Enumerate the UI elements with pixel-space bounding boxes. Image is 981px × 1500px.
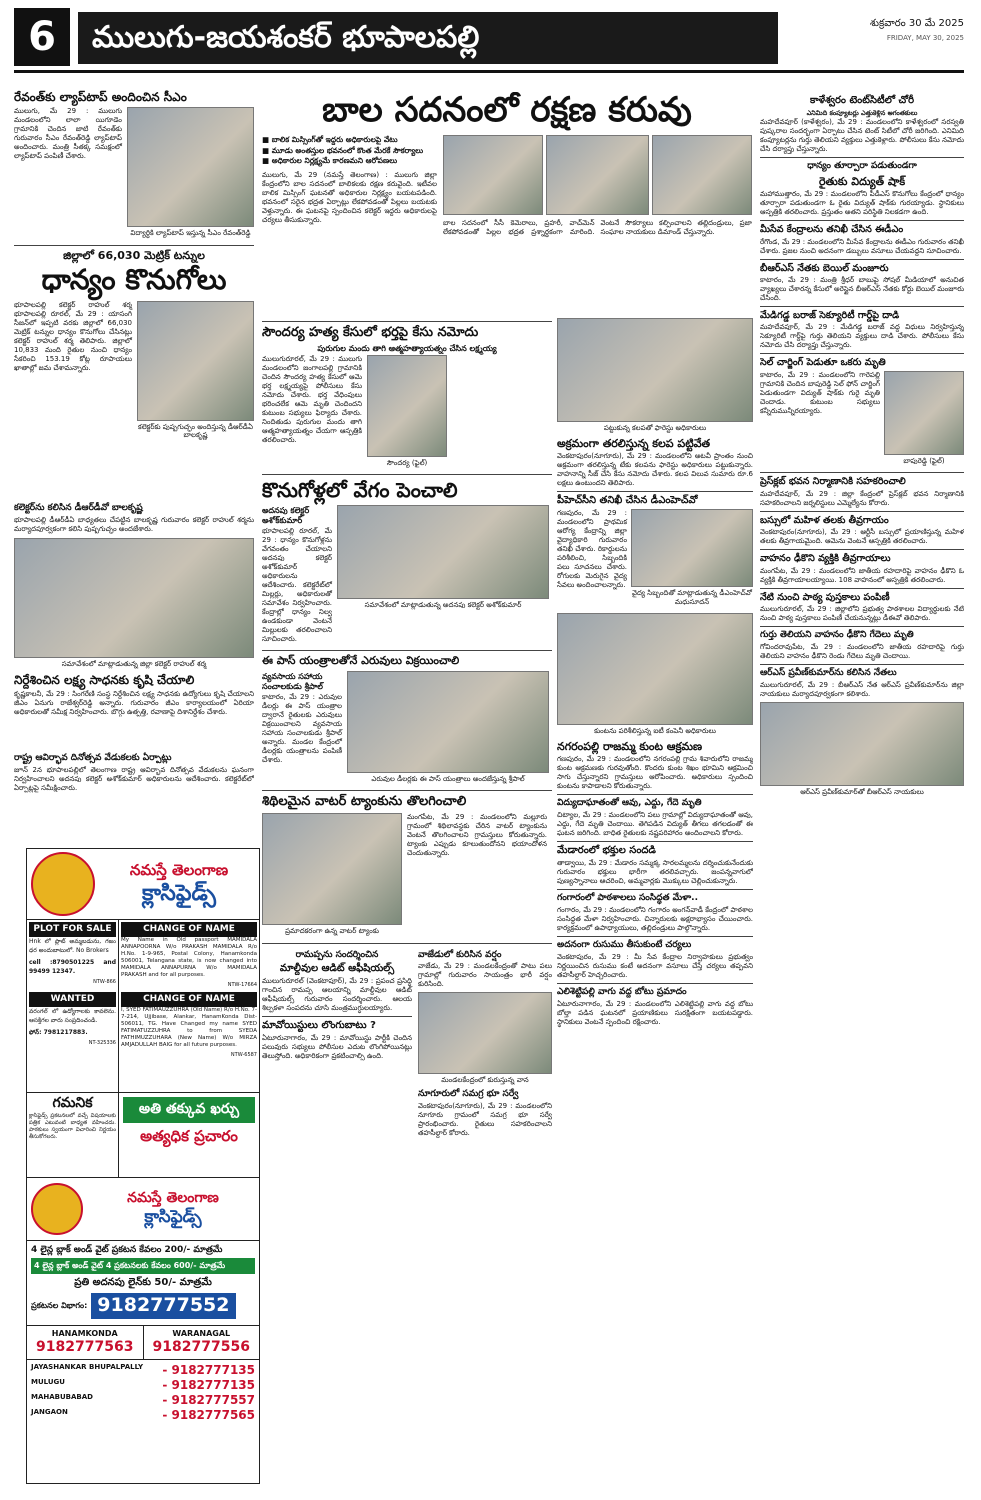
- ad-text: Hnk లో ప్లాట్ అమ్మబడును, గజం ధర అందుబాటులో. No Brokers: [29, 938, 116, 955]
- branch-phone: - 9182777135: [162, 1363, 255, 1377]
- headline: మేడిగడ్డ బరాజ్ సెక్యూరిటీ గార్డ్‌పై దాడి: [760, 309, 900, 321]
- brand-sub: క్లాసిఫైడ్స్: [142, 880, 216, 906]
- headline: అదనంగా రుసుము తీసుకుంటే చర్యలు: [557, 939, 692, 950]
- meeting-photo: [337, 505, 549, 599]
- collector-photo: [137, 301, 254, 421]
- ad-phone: ఫోన్: 7981217883.: [29, 1028, 88, 1036]
- headline: బస్సులో మహిళ తలకు తీవ్రగాయం: [760, 514, 889, 526]
- article-body: ములుగురూరల్, మే 29 : జిల్లాలోని ప్రభుత్వ పాఠశాలల విద్యార్థులకు నేటి నుంచి పాఠ్య పుస్తకాలు పంపిణీ చేయనున్నట్లు డీఈవో తెలిపారు.: [760, 604, 964, 622]
- divider: [760, 664, 964, 665]
- ad-id: NTW-17664: [227, 982, 257, 989]
- headline: ఎలిశెట్టిపల్లి వాగు వద్ద బోటు ప్రమాదం: [557, 986, 687, 997]
- room-photo: [546, 135, 650, 215]
- article-body: కృష్ణకాలనీ, మే 29 : సింగరేణి సంస్థ నిర్దేశించిన లక్ష్య సాధనకు ఉద్యోగులు కృషి చేయాలని జీఎం ఏనుగు రాజేశ్వర్‌రెడ్డి అన్నారు. గురువారం జీఎం కార్యాలయంలో ఏరియా అధికారులతో సమీక్ష నిర్వహించారు. బొగ్గు ఉత్పత్తి, రవాణాపై దిశానిర్దేశం చేశారు.: [14, 689, 254, 716]
- headline-b: మాల్దీవుల ఆడిట్ ఆఫీషియల్స్: [279, 963, 395, 975]
- article-body: వెంకటాపురం(నూగూరు), మే 29 : మండలంలోని నూగూరు గ్రామంలో సమగ్ర భూ సర్వే ప్రారంభించారు. రైతులు సహకరించాలని తహసీల్దార్ కోరారు.: [418, 1101, 552, 1137]
- photo-caption: మండలకేంద్రంలో కురుస్తున్న వాన: [441, 1076, 529, 1085]
- office-name: HANAMKONDA: [51, 1328, 118, 1338]
- divider: [760, 157, 964, 158]
- divider: [760, 259, 964, 260]
- headline: శిథిలమైన వాటర్ ట్యాంకును తొలగించాలి: [262, 794, 467, 810]
- headline: మావోయిస్టులు లొంగుబాటు ?: [262, 1020, 376, 1032]
- divider: [760, 549, 964, 550]
- headline: విద్యుదాఘాతంతో ఆవు, ఎద్దు, గేదె మృతి: [557, 798, 702, 809]
- headline-a: రామప్పను సందర్శించిన: [295, 949, 379, 960]
- column-left-top: [14, 88, 254, 500]
- subheadline: పురుగుల మందు తాగి ఆత్మహత్యాయత్నం చేసిన లక్ష్మయ్య: [317, 343, 497, 353]
- epass-photo: [347, 671, 549, 773]
- headline: ఈ పాస్ యంత్రాలతోనే ఎరువులు విక్రయించాలి: [262, 654, 460, 668]
- article-body: వెంకటాపురం(నూగూరు), మే 29 : మండలంలోని అటవీ ప్రాంతం నుంచి అక్రమంగా తరలిస్తున్న టేకు కలపను ఫారెస్టు అధికారులు పట్టుకున్నారు. వాహనాన్ని సీజ్ చేసి కేసు నమోదు చేశారు. కలప విలువ సుమారు రూ.6 లక్షలు ఉంటుందని తెలిపారు.: [557, 451, 753, 487]
- divider: [760, 220, 964, 221]
- subheadline: అదనపు కలెక్టర్ అశోక్‌కుమార్: [262, 506, 310, 526]
- branch-row: [31, 1408, 255, 1423]
- ad-id: NT-325336: [88, 1039, 116, 1046]
- headline-a: ధాన్యం తూర్పారా పడుతుండగా: [807, 161, 917, 172]
- page-title: ములుగు-జయశంకర్ భూపాలపల్లి: [78, 12, 778, 64]
- headline: మీసేవ కేంద్రాలను తనిఖీ చేసిన ఈడీఎం: [760, 224, 904, 236]
- branch-name: JANGAON: [31, 1408, 68, 1416]
- headline: మేడారంలో భక్తుల సందడి: [557, 845, 656, 857]
- building-photo: [652, 135, 752, 215]
- headline: వాజేడులో కురిసిన వర్షం: [418, 949, 502, 960]
- article-body: మంగపేట, మే 29 : మండలంలోని జాతీయ రహదారిపై వాహనం ఢీకొని ఓ వ్యక్తికి తీవ్రగాయాలయ్యాయి. 108 వాహనంలో ఆస్పత్రికి తరలించారు.: [760, 566, 964, 584]
- column-left-lower: [14, 750, 254, 835]
- article-body: ములుగురూరల్ (వెంకటాపూర్), మే 29 : ప్రపంచ ప్రసిద్ధి గాంచిన రామప్ప ఆలయాన్ని మాల్దీవుల ఆడిట్ ఆఫీషియల్స్ గురువారం సందర్శించారు. ఆలయ శిల్పకళా సంపదను చూసి మంత్రముగ్ధులయ్యారు.: [262, 977, 412, 1013]
- photo-caption: బాపురెడ్డి (ఫైల్): [903, 456, 945, 465]
- timber-seizure-photo: [557, 318, 753, 422]
- bullet-point: ■ మూడు అంతస్తుల భవనంలో కొంత మేరకే సౌకర్యాలు: [262, 146, 437, 157]
- brand-name: నమస్తే తెలంగాణ: [127, 1189, 219, 1206]
- article-body: ములుగురూరల్, మే 29 : ములుగు మండలంలోని జంగాలపల్లి గ్రామానికి చెందిన సౌందర్య హత్య కేసులో ఆమె భర్త లక్ష్మయ్యపై పోలీసులు కేసు నమోదు చేశారు. భర్త వేధింపులు భరించలేక ఆమె మృతి చెందిందని కుటుంబ సభ్యులు ఫిర్యాదు చేశారు. నిందితుడు పురుగుల మందు తాగి ఆత్మహత్యాయత్నం చేయగా ఆస్పత్రికి తరలించారు.: [262, 354, 362, 444]
- column-left-mid: [14, 500, 254, 750]
- headline: ప్రెస్‌క్లబ్ భవన నిర్మాణానికి సహకరించాలి: [760, 476, 906, 488]
- branch-phone: - 9182777135: [162, 1378, 255, 1392]
- headline-b: రైతుకు విద్యుత్ షాక్: [818, 174, 906, 188]
- promo-line-1: అతి తక్కువ ఖర్చు: [123, 1097, 255, 1123]
- main-headline: బాల సదనంలో రక్షణ కరువు: [322, 92, 692, 130]
- headline: కొనుగోళ్లలో వేగం పెంచాలి: [262, 478, 458, 503]
- divider: [262, 943, 552, 944]
- article-body: ములుగు, మే 29 (నమస్తే తెలంగాణ) : ములుగు జిల్లా కేంద్రంలోని బాల సదనంలో బాలికలకు రక్షణ కరువైంది. ఇటీవల బాలిక మిస్సింగ్ ఘటనతో అధికారుల నిర్లక్ష్యం బయటపడింది. భవనంలో సరైన భద్రత ఏర్పాట్లు లేకపోవడంతో పిల్లలు బయటకు వెళ్తున్నారు. ఈ ఘటనపై స్పందించిన కలెక్టర్ ఇద్దరు అధికారులపై చర్యలు తీసుకున్నారు.: [262, 170, 437, 224]
- article-body: మహదేవపూర్, మే 29 : మేడిగడ్డ బరాజ్ వద్ద విధులు నిర్వహిస్తున్న సెక్యూరిటీ గార్డ్‌పై గుర్తు తెలియని వ్యక్తులు దాడి చేశారు. పోలీసులు కేసు నమోదు చేసి దర్యాప్తు చేస్తున్నారు.: [760, 323, 964, 350]
- photo-caption: ఆర్‌ఎస్ ప్రవీణ్‌కుమార్‌తో బీఆర్‌ఎస్ నాయకులు: [800, 787, 924, 796]
- rate-line-1: 4 లైన్ల బ్లాక్ అండ్ వైట్ ప్రకటన కేవలం 200/- మాత్రమే: [31, 1245, 223, 1255]
- article-body: వెంకటాపురం, మే 29 : మీ సేవ కేంద్రాల నిర్వాహకులు ప్రభుత్వం నిర్ణయించిన రుసుము కంటే అదనంగా వసూలు చేస్తే చర్యలు తప్పవని తహసీల్దార్ హెచ్చరించారు.: [557, 952, 753, 979]
- headline: పీహెచ్‌సీని తనిఖీ చేసిన డీఎంహెచ్‌వో: [557, 494, 698, 506]
- divider: [760, 588, 964, 589]
- subheadline: ఎనిమిది కంప్యూటర్లు ఎత్తుకెళ్లిన అగంతకులు: [806, 109, 918, 117]
- headline: రేవంత్‌కు ల్యాప్‌టాప్ అందించిన సీఎం: [14, 90, 187, 104]
- article-body: రేగొండ, మే 29 : మండలంలోని మీసేవ కేంద్రాలను ఈడీఎం గురువారం తనిఖీ చేశారు. ప్రజల నుంచి అదనంగా డబ్బులు వసూలు చేయవద్దని సూచించారు.: [760, 237, 964, 255]
- divider: [262, 321, 552, 322]
- article-body: ఏటూరునాగారం, మే 29 : మావోయిస్టు పార్టీకి చెందిన పలువురు సభ్యులు పోలీసుల ఎదుట లొంగిపోయినట్లు తెలుస్తోంది. అధికారికంగా ప్రకటించాల్సి ఉంది.: [262, 1034, 412, 1061]
- office-phone: 9182777556: [152, 1338, 250, 1355]
- column-right: [760, 92, 964, 1488]
- article-body: తాడ్వాయి, మే 29 : మేడారం సమ్మక్క సారలమ్మలను దర్శించుకునేందుకు గురువారం భక్తులు భారీగా తరలివచ్చారు. జంపన్నవాగులో పుణ్యస్నానాలు ఆచరించి, అమ్మవార్లకు మొక్కులు చెల్లించుకున్నారు.: [557, 859, 753, 886]
- ad-id: NTW-6587: [230, 1051, 257, 1058]
- date-telugu: శుక్రవారం 30 మే 2025: [870, 18, 964, 29]
- ad-title: WANTED: [29, 992, 116, 1007]
- divider: [14, 245, 254, 246]
- contact-label: ప్రకటనల విభాగం:: [31, 1300, 88, 1310]
- divider: [557, 491, 753, 492]
- article-body: గోవిందరావుపేట, మే 29 : మండలంలోని జాతీయ రహదారిపై గుర్తు తెలియని వాహనం ఢీకొని రెండు గేదెలు మృతి చెందాయి.: [760, 642, 964, 660]
- subheadline: వ్యవసాయ సహాయ సంచాలకుడు శ్రీపాల్: [262, 671, 323, 691]
- photo-caption: కలెక్టర్‌కు పుష్పగుచ్ఛం అందిస్తున్న డీఆర్‌డీఏ బాలకృష్ణ: [138, 422, 253, 440]
- photo-caption: పట్టుకున్న కలపతో ఫారెస్టు అధికారులు: [603, 424, 707, 432]
- headline: ఆర్‌ఎస్ ప్రవీణ్‌కుమార్‌ను కలిసిన నేతలు: [760, 667, 897, 678]
- headline: కాళేశ్వరం టెంట్‌సిటీలో చోరీ: [810, 95, 914, 106]
- bapureddy-photo: [884, 371, 964, 455]
- divider: [262, 650, 552, 651]
- article-body: కాటారం, మే 29 : ఎరువుల డీలర్లు ఈ పాస్ యంత్రాల ద్వారానే రైతులకు ఎరువులు విక్రయించాలని వ్యవసాయ సహాయ సంచాలకుడు శ్రీపాల్ అన్నారు. మండల కేంద్రంలో డీలర్లకు యంత్రాలను పంపిణీ చేశారు.: [262, 692, 342, 764]
- ad-title: CHANGE OF NAME: [121, 992, 257, 1007]
- divider: [760, 626, 964, 627]
- headline-big: ధాన్యం కొనుగోలు: [41, 263, 227, 297]
- rate-line-3: ప్రతి అదనపు లైన్‌కు 50/- మాత్రమే: [74, 1277, 212, 1289]
- divider: [262, 474, 552, 475]
- photo-caption: సౌందర్య (ఫైల్): [386, 458, 428, 467]
- headline: అక్రమంగా తరలిస్తున్న కలప పట్టివేత: [557, 436, 711, 450]
- divider: [557, 794, 753, 795]
- article-body: గణపురం, మే 29 : మండలంలోని నగరంపల్లి గ్రామ శివారులోని రాజమ్మ కుంట ఆక్రమణకు గురవుతోంది. కొందరు కుంట శిఖం భూమిని ఆక్రమించి సాగు చేస్తున్నారని గ్రామస్తులు ఆరోపించారు. అధికారులు స్పందించి కుంటను కాపాడాలని కోరుతున్నారు.: [557, 755, 753, 791]
- divider: [262, 1016, 412, 1017]
- article-body: మహదేవపూర్, మే 29 : జిల్లా కేంద్రంలో ప్రెస్‌క్లబ్ భవన నిర్మాణానికి సహకరించాలని జర్నలిస్టులు ఎమ్మెల్యేను కోరారు.: [760, 489, 964, 507]
- ad-title: PLOT FOR SALE: [29, 922, 116, 937]
- headline: నిర్దేశించిన లక్ష్య సాధనకు కృషి చేయాలి: [14, 672, 195, 687]
- headline: నూగూరులో సమగ్ర భూ సర్వే: [418, 1089, 519, 1100]
- headline: గంగారంలో పాఠశాలలు సంసిద్ధత మేళా..: [557, 893, 698, 904]
- office-name: WARANAGAL: [172, 1328, 231, 1338]
- headline: సౌందర్య హత్య కేసులో భర్తపై కేసు నమోదు: [262, 325, 479, 340]
- page-header: [14, 8, 964, 73]
- water-tank-photo: [262, 813, 402, 925]
- divider: [557, 983, 753, 984]
- photo-caption: సమావేశంలో మాట్లాడుతున్న అదనపు కలెక్టర్ అశోక్‌కుమార్: [364, 601, 522, 610]
- article-body: బాల సదనంలో సీసీ కెమెరాలు, ప్రహరీ, వాచ్‌మెన్ లేకపోవడంతో పిల్లల భద్రత ప్రశ్నార్థకంగా మారింది. వెంటనే సౌకర్యాలు కల్పించాలని తల్లిదండ్రులు, ప్రజా సంఘాల నాయకులు డిమాండ్ చేస్తున్నారు.: [443, 219, 752, 237]
- bala-sadanam-board-photo: [443, 135, 543, 215]
- article-body: కాటారం, మే 29 : మండలంలోని గారెపల్లి గ్రామానికి చెందిన బాపురెడ్డి సెల్ ఫోన్ చార్జింగ్ పెడుతుండగా విద్యుత్ షాక్‌కు గురై మృతి చెందాడు. కుటుంబ సభ్యులు కన్నీరుమున్నీరయ్యారు.: [760, 370, 880, 415]
- classifieds-logo: [31, 852, 95, 916]
- divider: [760, 306, 964, 307]
- headline: వాహనం ఢీకొని వ్యక్తికి తీవ్రగాయాలు: [760, 553, 891, 565]
- article-body: గంగారం, మే 29 : మండలంలోని గంగారం అంగన్‌వాడీ కేంద్రంలో పాఠశాల సంసిద్ధత మేళా నిర్వహించారు. చిన్నారులకు అక్షరాభ్యాసం చేయించారు. కార్యక్రమంలో ఉపాధ్యాయులు, తల్లిదండ్రులు పాల్గొన్నారు.: [557, 905, 753, 932]
- date-english: FRIDAY, MAY 30, 2025: [886, 34, 964, 42]
- branch-phone: - 9182777557: [162, 1393, 255, 1407]
- article-body: భూపాలపల్లి డీఆర్‌డీఏ బాధ్యతలు చేపట్టిన బాలకృష్ణ గురువారం కలెక్టర్ రాహుల్ శర్మను మర్యాదపూర్వకంగా కలిసి పుష్పగుచ్ఛం అందజేశారు.: [14, 515, 254, 533]
- headline: బీఆర్‌ఎస్ నేతకు బెయిల్ మంజూరు: [760, 262, 889, 274]
- photo-caption: ప్రమాదకరంగా ఉన్న వాటర్ ట్యాంకు: [285, 926, 379, 935]
- bullet-point: ■ బాలిక మిస్సింగ్‌తో ఇద్దరు అధికారులపై వేటు: [262, 135, 437, 146]
- column-middle: [262, 318, 552, 1488]
- divider: [760, 511, 964, 512]
- brs-leaders-photo: [760, 702, 964, 786]
- headline: సెల్ చార్జింగ్ పెడుతూ ఒకరు మృతి: [760, 357, 886, 369]
- promo-line-2: అత్యధిక ప్రచారం: [140, 1126, 238, 1145]
- brand-name: నమస్తే తెలంగాణ: [129, 860, 229, 879]
- headline-small: జిల్లాలో 66,030 మెట్రిక్ టన్నుల: [63, 249, 205, 263]
- soundarya-photo: [367, 355, 447, 457]
- bullet-point: ■ అధికారుల నిర్లక్ష్యమే కారణమని ఆరోపణలు: [262, 156, 437, 167]
- article-body: జూన్ 2న భూపాలపల్లిలో తెలంగాణ రాష్ట్ర ఆవిర్భావ దినోత్సవ వేడుకలను ఘనంగా నిర్వహించాలని అదనపు కలెక్టర్ అశోక్‌కుమార్ అధికారులను ఆదేశించారు. కలెక్టరేట్‌లో ఏర్పాట్లపై సమీక్షించారు.: [14, 765, 254, 792]
- article-body: ఏటూరునాగారం, మే 29 : మండలంలోని ఎలిశెట్టిపల్లి వాగు వద్ద బోటు బోల్తా పడిన ఘటనలో ప్రయాణికులు సురక్షితంగా బయటపడ్డారు. స్థానికులు వెంటనే స్పందించి రక్షించారు.: [557, 999, 753, 1026]
- column-right-middle: [557, 318, 753, 1488]
- photo-caption: విద్యార్థికి ల్యాప్‌టాప్ ఇస్తున్న సీఎం రేవంత్‌రెడ్డి: [130, 229, 251, 238]
- article-body: భూపాలపల్లి కలెక్టర్ రాహుల్ శర్మ భూపాలపల్లి రూరల్, మే 29 : యాసంగి సీజన్‌లో ఇప్పటి వరకు జిల్లాలో 66,030 మెట్రిక్ టన్నుల ధాన్యం కొనుగోలు చేసినట్లు కలెక్టర్ రాహుల్ శర్మ తెలిపారు. జిల్లాలో 10,833 మంది రైతుల నుంచి ధాన్యం సేకరించి 153.19 కోట్ల రూపాయలు ఖాతాల్లో జమ చేశామన్నారు.: [14, 300, 132, 372]
- branch-name: JAYASHANKAR BHUPALPALLY: [31, 1363, 144, 1371]
- classifieds-logo-small: [31, 1183, 83, 1235]
- article-body: మహాముత్తారం, మే 29 : మండలంలోని పీడీఎస్ కొనుగోలు కేంద్రంలో ధాన్యం తూర్పారా పడుతుండగా ఓ రైతు విద్యుత్ షాక్‌కు గురయ్యాడు. స్థానికులు ఆస్పత్రికి తరలించారు. ప్రస్తుతం అతని పరిస్థితి నిలకడగా ఉంది.: [760, 190, 964, 217]
- branch-name: MAHABUBABAD: [31, 1393, 93, 1401]
- article-body: చిట్యాల, మే 29 : మండలంలోని పలు గ్రామాల్లో విద్యుదాఘాతంతో ఆవు, ఎద్దు, గేదె మృతి చెందాయి. తెగిపడిన విద్యుత్ తీగలు తగలడంతో ఈ ఘటన జరిగింది. బాధిత రైతులకు నష్టపరిహారం అందించాలని కోరారు.: [557, 811, 753, 838]
- article-body: మహదేవపూర్ (కాళేశ్వరం), మే 29 : మండలంలోని కాళేశ్వరంలో సరస్వతి పుష్కరాల సందర్భంగా ఏర్పాటు చేసిన టెంట్ సిటీలో చోరీ జరిగింది. ఎనిమిది కంప్యూటర్లను గుర్తు తెలియని వ్యక్తులు ఎత్తుకెళ్లారు. పోలీసులు కేసు నమోదు చేసి దర్యాప్తు చేస్తున్నారు.: [760, 118, 964, 154]
- ad-phone: cell :8790501225 and 99499 12347.: [29, 959, 116, 976]
- headline: రాష్ట్ర ఆవిర్భావ దినోత్సవ వేడుకలకు ఏర్పాట్లు: [14, 753, 172, 763]
- rate-line-2: 4 లైన్ల బ్లాక్ అండ్ వైట్ 4 ప్రకటనలకు కేవలం 600/- మాత్రమే: [31, 1258, 255, 1274]
- branch-row: [31, 1363, 255, 1378]
- contact-phone: 9182777552: [91, 1293, 235, 1319]
- divider: [760, 353, 964, 354]
- brand-sub: క్లాసిఫైడ్స్: [144, 1207, 202, 1228]
- photo-caption: వైద్య సిబ్బందితో మాట్లాడుతున్న డీఎంహెచ్‌వో మధుసూదన్: [631, 588, 752, 606]
- notice-text: క్లాసిఫైడ్స్ ప్రకటనలలో వచ్చే విషయాలకు పత్రిక ఎటువంటి బాధ్యత వహించదు. పాఠకులు స్వయంగా విచారించి నిర్ణయం తీసుకోగలరు.: [29, 1112, 116, 1140]
- article-body: ములుగురూరల్, మే 29 : బీఆర్‌ఎస్ నేత ఆర్‌ఎస్ ప్రవీణ్‌కుమార్‌ను జిల్లా నాయకులు మర్యాదపూర్వకంగా కలిశారు.: [760, 680, 964, 698]
- classifieds-block: [26, 848, 260, 1484]
- divider: [557, 841, 753, 842]
- ad-text: వరంగల్ లో ఉద్యోగాలకు కావలెను. ఆసక్తిగల వారు సంప్రదించండి.: [29, 1007, 116, 1024]
- photo-caption: కుంటను పరిశీలిస్తున్న ఐటీ కంపెనీ అధికారులు: [594, 727, 716, 736]
- article-body: గణపురం, మే 29 : మండలంలోని ప్రాథమిక ఆరోగ్య కేంద్రాన్ని జిల్లా వైద్యాధికారి గురువారం తనిఖీ చేశారు. రికార్డులను పరిశీలించి, సిబ్బందికి పలు సూచనలు చేశారు. రోగులకు మెరుగైన వైద్య సేవలు అందించాలన్నారు.: [557, 508, 627, 589]
- headline: కలెక్టర్‌ను కలిసిన డీఆర్‌డీవో బాలకృష్ణ: [14, 503, 143, 513]
- article-body: ములుగు, మే 29 : ములుగు మండలంలోని లాలా యిగూడెం గ్రామానికి చెందిన జాటి రేవంత్‌కు గురువారం సీఎం రేవంత్‌రెడ్డి ల్యాప్‌టాప్ అందించారు. మంత్రి సీతక్క సమక్షంలో ల్యాప్‌టాప్ పంపిణీ చేశారు.: [14, 107, 122, 161]
- notice-title: గమనిక: [52, 1095, 93, 1111]
- divider: [760, 472, 964, 473]
- headline: నేటి నుంచి పాఠ్య పుస్తకాలు పంపిణీ: [760, 591, 890, 603]
- ad-text: I, SYED FATIMAUZZUHRA (Old Name) R/o H.No. 7-7-214, Ujjibase, Alankar, HanamKonda Dist-506011, TG. Have Changed my name SYED FATIMATUZZUHRA to from SYEDA FATHIMUZZUHARA (New Name) W/o MIRZA AMJADULLAH BAIG for all future purposes.: [121, 1006, 257, 1048]
- divider: [557, 936, 753, 937]
- ad-id: NTW-866: [93, 979, 116, 986]
- ad-text: My Name in Old passport MAMIDALA ANNAPOORNA W/o PRAKASH MAMIDALA R/o H.No. 1-9-965, Postal Colony, Hanamkonda 506001, Telangana state, is now changed into MAMIDALA ANNAPURNA W/o MAMIDALA PRAKASH and for all purposes.: [121, 937, 257, 979]
- pond-photo: [557, 613, 753, 725]
- branch-row: [31, 1393, 255, 1408]
- headline: గుర్తు తెలియని వాహనం ఢీకొని గేదెలు మృతి: [760, 629, 914, 640]
- branch-row: [31, 1378, 255, 1393]
- cm-laptop-photo: [127, 107, 254, 227]
- ad-title: CHANGE OF NAME: [121, 922, 257, 937]
- article-body: వాజేడు, మే 29 : మండలకేంద్రంతో పాటు పలు గ్రామాల్లో గురువారం సాయంత్రం భారీ వర్షం కురిసింది.: [418, 962, 552, 989]
- article-body: మంగపేట, మే 29 : మండలంలోని మల్లూరు గ్రామంలో శిథిలావస్థకు చేరిన వాటర్ ట్యాంకును వెంటనే తొలగించాలని గ్రామస్తులు కోరుతున్నారు. ట్యాంకు ఎప్పుడు కూలుతుందోనని భయాందోళన చెందుతున్నారు.: [407, 812, 547, 857]
- phc-photo: [631, 509, 753, 587]
- divider: [262, 790, 552, 791]
- photo-caption: ఎరువుల డీలర్లకు ఈ పాస్ యంత్రాలు అందజేస్తున్న శ్రీపాల్: [371, 774, 525, 783]
- main-story: [262, 92, 752, 314]
- branch-name: MULUGU: [31, 1378, 65, 1386]
- headline: నగరంపల్లి రాజమ్మ కుంట ఆక్రమణ: [557, 740, 703, 754]
- branch-phone: - 9182777565: [162, 1408, 255, 1422]
- article-body: కాటారం, మే 29 : మంత్రి శ్రీధర్ బాబుపై సోషల్ మీడియాలో అనుచిత వ్యాఖ్యలు చేశారన్న కేసులో అరెస్టైన బీఆర్‌ఎస్ నేతకు కోర్టు బెయిల్ మంజూరు చేసింది.: [760, 275, 964, 302]
- divider: [557, 889, 753, 890]
- office-phone: 9182777563: [36, 1338, 134, 1355]
- article-body: భూపాలపల్లి రూరల్, మే 29 : ధాన్యం కొనుగోళ్లను వేగవంతం చేయాలని అదనపు కలెక్టర్ అశోక్‌కుమార్ అధికారులను ఆదేశించారు. కలెక్టరేట్‌లో మిల్లర్లు, అధికారులతో సమావేశం నిర్వహించారు. కేంద్రాల్లో ధాన్యం నిల్వ ఉండకుండా వెంటనే మిల్లులకు తరలించాలని సూచించారు.: [262, 527, 332, 644]
- page-number: 6: [14, 8, 70, 66]
- rain-photo: [418, 992, 552, 1074]
- article-body: వెంకటాపురం(నూగూరు), మే 29 : ఆర్టీసీ బస్సులో ప్రయాణిస్తున్న మహిళ తలకు తీవ్రగాయమైంది. ఆమెను వెంటనే ఆస్పత్రికి తరలించారు.: [760, 528, 964, 546]
- photo-caption: సమావేశంలో మాట్లాడుతున్న జిల్లా కలెక్టర్ రాహుల్ శర్మ: [61, 659, 207, 668]
- meeting-photo: [14, 538, 254, 658]
